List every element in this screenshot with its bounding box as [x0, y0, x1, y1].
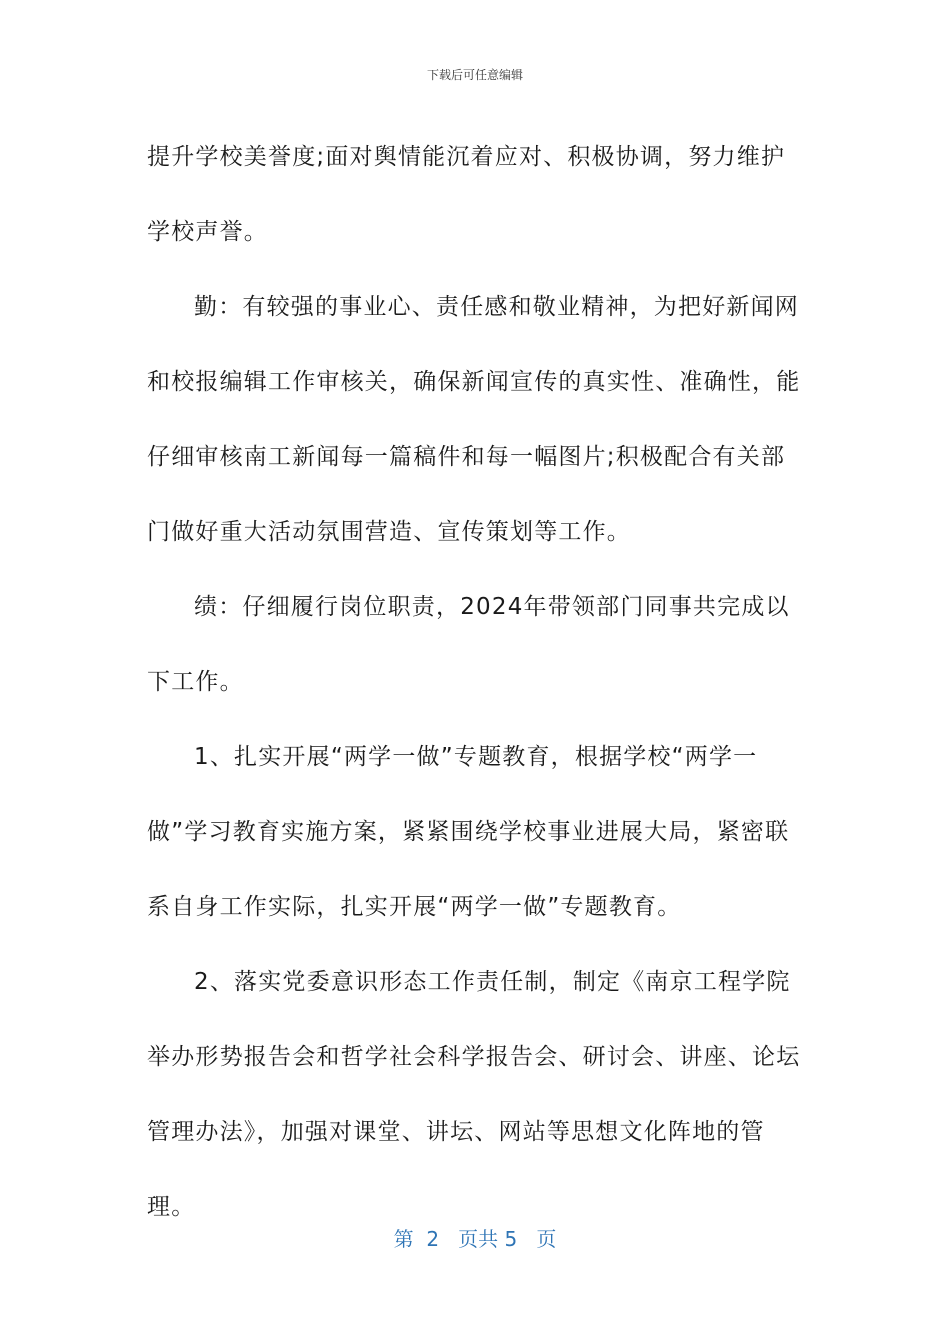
paragraph-item-2: 2、落实党委意识形态工作责任制，制定《南京工程学院举办形势报告会和哲学社会科学报告会、研讨会、讲座、论坛管理办法》，加强对课堂、讲坛、网站等思想文化阵地的管理。 [147, 969, 801, 1220]
page-number: 第 2 页共 5 页 [393, 1227, 557, 1251]
paragraph-achievement: 绩：仔细履行岗位职责，2024年带领部门同事共完成以下工作。 [147, 594, 790, 695]
page-footer [0, 1225, 950, 1253]
paragraph-diligence: 勤：有较强的事业心、责任感和敬业精神，为把好新闻网和校报编辑工作审核关，确保新闻宣传的真实性、准确性，能仔细审核南工新闻每一篇稿件和每一幅图片;积极配合有关部门做好重大活动氛围营造、宣传策划等工作。 [147, 294, 801, 545]
header-note: 下载后可任意编辑 [426, 68, 523, 82]
paragraph-item-1: 1、扎实开展“两学一做”专题教育，根据学校“两学一做”学习教育实施方案，紧紧围绕学校事业进展大局，紧密联系自身工作实际，扎实开展“两学一做”专题教育。 [147, 744, 790, 920]
document-body [147, 120, 807, 1245]
paragraph-continuation: 提升学校美誉度;面对舆情能沉着应对、积极协调，努力维护学校声誉。 [147, 144, 786, 245]
